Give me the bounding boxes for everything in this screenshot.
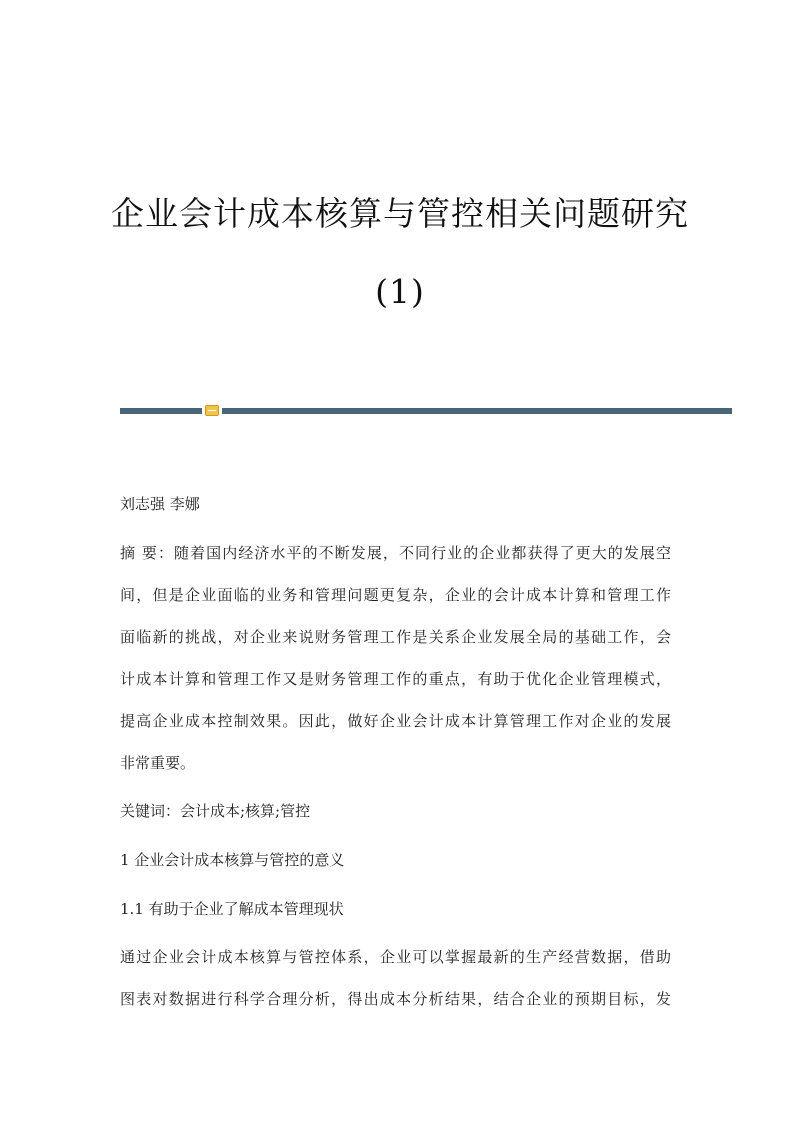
abstract-line: 面临新的挑战，对企业来说财务管理工作是关系企业发展全局的基础工作，会 [120, 628, 671, 646]
divider-ornament-icon [205, 405, 219, 416]
abstract-line: 摘 要：随着国内经济水平的不断发展，不同行业的企业都获得了更大的发展空 [120, 544, 671, 562]
abstract-line: 计成本计算和管理工作又是财务管理工作的重点，有助于优化企业管理模式， [120, 670, 671, 688]
body-line: 通过企业会计成本核算与管控体系，企业可以掌握最新的生产经营数据，借助 [120, 948, 671, 966]
title-divider-right [222, 408, 732, 414]
authors: 刘志强 李娜 [120, 495, 200, 513]
section-heading: 1 企业会计成本核算与管控的意义 [120, 851, 345, 869]
abstract-line: 非常重要。 [120, 754, 196, 772]
document-title-suffix: (1) [375, 272, 425, 311]
document-title: 企业会计成本核算与管控相关问题研究 [111, 194, 689, 233]
subsection-heading: 1.1 有助于企业了解成本管理现状 [120, 900, 344, 918]
body-line: 图表对数据进行科学合理分析，得出成本分析结果，结合企业的预期目标，发 [120, 990, 671, 1008]
keywords: 关键词：会计成本;核算;管控 [120, 802, 311, 820]
abstract-line: 间，但是企业面临的业务和管理问题更复杂，企业的会计成本计算和管理工作 [120, 586, 671, 604]
abstract-line: 提高企业成本控制效果。因此，做好企业会计成本计算管理工作对企业的发展 [120, 712, 671, 730]
title-divider-left [120, 408, 202, 414]
